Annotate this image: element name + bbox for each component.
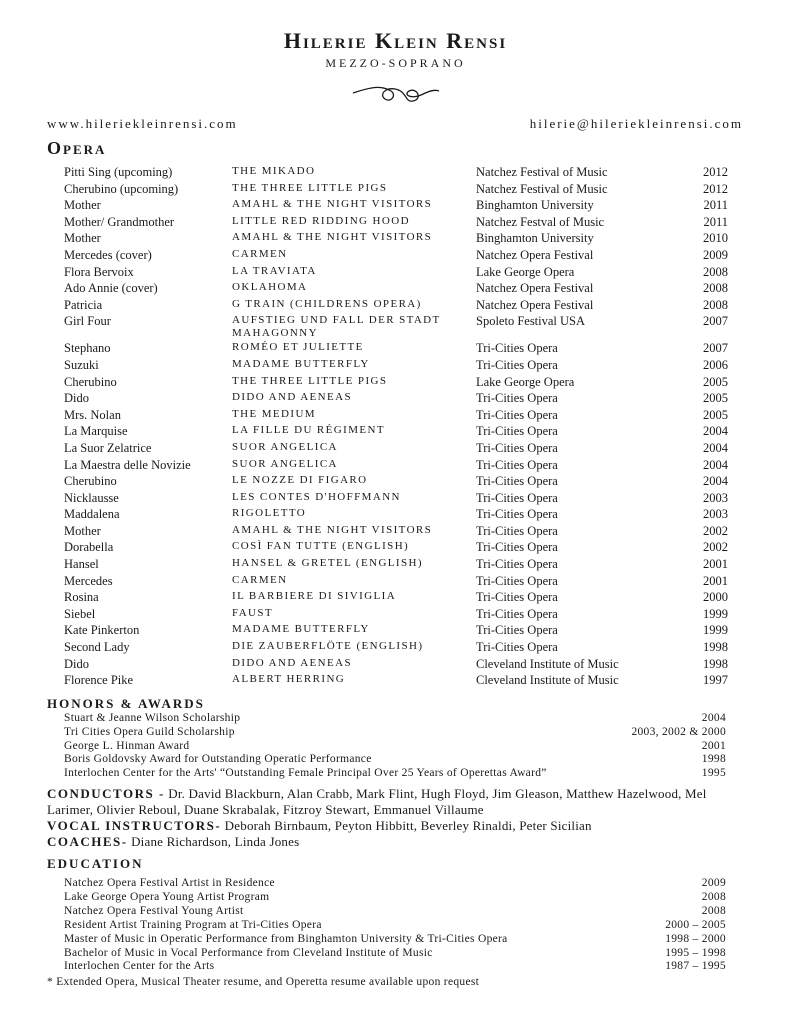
role-cell: Maddalena [64, 507, 120, 522]
company-cell: Tri-Cities Opera [476, 357, 558, 372]
company-cell: Tri-Cities Opera [476, 474, 558, 489]
opera-row [64, 247, 728, 264]
conductors-label: CONDUCTORS - [47, 786, 165, 801]
role-cell: Dido [64, 391, 89, 406]
year-cell: 2000 [703, 590, 728, 605]
education-text: Master of Music in Operatic Performance from Binghamton University & Tri-Cities Opera [64, 932, 508, 945]
opera-list [64, 164, 728, 689]
company-cell: Natchez Festival of Music [476, 165, 608, 179]
company-cell: Spoleto Festival USA [476, 314, 586, 329]
role-cell: Florence Pike [64, 673, 134, 688]
opera-title-cell: LE NOZZE DI FIGARO [232, 474, 368, 487]
company-cell: Tri-Cities Opera [476, 523, 558, 538]
opera-row [64, 230, 728, 247]
company-cell: Natchez Opera Festival [476, 281, 594, 296]
education-years: 2008 [701, 904, 726, 917]
website-link[interactable]: www.hileriekleinrensi.com [47, 116, 238, 131]
opera-title-cell: THE THREE LITTLE PIGS [232, 374, 388, 387]
coaches-label: COACHES- [47, 834, 128, 849]
opera-title-cell: ALBERT HERRING [232, 673, 346, 686]
role-cell: Mercedes (cover) [64, 247, 152, 262]
opera-title-cell: THE THREE LITTLE PIGS [232, 181, 388, 194]
year-cell: 2005 [703, 374, 728, 389]
opera-row [64, 374, 728, 391]
education-row [64, 960, 726, 974]
role-cell: Kate Pinkerton [64, 623, 140, 638]
year-cell: 2008 [703, 281, 728, 296]
opera-title-cell: FAUST [232, 606, 274, 619]
opera-row [64, 214, 728, 231]
opera-heading: Opera [47, 138, 107, 158]
company-cell: Tri-Cities Opera [476, 490, 558, 505]
opera-row [64, 197, 728, 214]
year-cell: 2002 [703, 540, 728, 555]
honor-year: 1998 [701, 753, 726, 766]
education-years: 1987 – 1995 [665, 960, 726, 973]
opera-title-cell: MADAME BUTTERFLY [232, 357, 370, 370]
education-text: Lake George Opera Young Artist Program [64, 890, 270, 903]
opera-row [64, 639, 728, 656]
education-row [64, 891, 726, 905]
opera-row [64, 473, 728, 490]
opera-title-cell: IL BARBIERE DI SIVIGLIA [232, 590, 397, 603]
opera-row [64, 423, 728, 440]
year-cell: 1999 [703, 623, 728, 638]
role-cell: Mrs. Nolan [64, 407, 121, 422]
opera-row [64, 164, 728, 181]
opera-title-cell: SUOR ANGELICA [232, 457, 338, 470]
company-cell: Lake George Opera [476, 374, 575, 389]
honor-year: 2001 [701, 739, 726, 752]
role-cell: Nicklausse [64, 490, 119, 505]
conductors-line [47, 786, 747, 818]
honor-year: 1995 [701, 767, 726, 780]
instructors-list: Deborah Birnbaum, Peyton Hibbitt, Beverley Rinaldi, Peter Sicilian [221, 818, 592, 833]
education-row [64, 947, 726, 961]
education-years: 1995 – 1998 [665, 946, 726, 959]
education-row [64, 877, 726, 891]
role-cell: La Marquise [64, 424, 128, 439]
opera-title-cell: LITTLE RED RIDDING HOOD [232, 214, 410, 227]
opera-title-cell: RIGOLETTO [232, 507, 307, 520]
education-years: 2008 [701, 890, 726, 903]
company-cell: Tri-Cities Opera [476, 341, 558, 356]
opera-title-cell: HANSEL & GRETEL (ENGLISH) [232, 557, 423, 570]
company-cell: Tri-Cities Opera [476, 507, 558, 522]
education-row [64, 933, 726, 947]
opera-row [64, 589, 728, 606]
company-cell: Tri-Cities Opera [476, 573, 558, 588]
year-cell: 2003 [703, 507, 728, 522]
year-cell: 2012 [703, 165, 728, 179]
year-cell: 2010 [703, 231, 728, 246]
company-cell: Tri-Cities Opera [476, 407, 558, 422]
education-years: 1998 – 2000 [665, 932, 726, 945]
role-cell: Second Lady [64, 640, 130, 655]
voice-type: MEZZO-SOPRANO [325, 56, 466, 70]
education-list [64, 877, 726, 974]
role-cell: Mother [64, 523, 101, 538]
opera-title-cell: DIE ZAUBERFLÖTE (ENGLISH) [232, 640, 424, 653]
role-cell: Siebel [64, 606, 96, 621]
education-row [64, 919, 726, 933]
opera-title-cell: OKLAHOMA [232, 281, 308, 294]
role-cell: Cherubino [64, 474, 117, 489]
year-cell: 2004 [703, 457, 728, 472]
opera-row [64, 280, 728, 297]
opera-row [64, 457, 728, 474]
year-cell: 2001 [703, 573, 728, 588]
opera-title-cell: AMAHL & THE NIGHT VISITORS [232, 523, 433, 536]
year-cell: 2001 [703, 557, 728, 572]
honor-text: Interlochen Center for the Arts' “Outstanding Female Principal Over 25 Years of Operettas Award” [64, 767, 547, 780]
company-cell: Tri-Cities Opera [476, 640, 558, 655]
role-cell: Rosina [64, 590, 99, 605]
opera-title-cell: G TRAIN (CHILDRENS OPERA) [232, 297, 422, 310]
opera-row [64, 506, 728, 523]
opera-row [64, 181, 728, 198]
opera-row [64, 340, 728, 357]
opera-title-cell: LA TRAVIATA [232, 264, 317, 277]
honor-text: George L. Hinman Award [64, 739, 190, 752]
education-text: Natchez Opera Festival Artist in Residence [64, 877, 275, 889]
coaches-line [47, 834, 747, 850]
opera-row [64, 523, 728, 540]
role-cell: Ado Annie (cover) [64, 281, 158, 296]
collaborators-section [47, 786, 747, 850]
company-cell: Natchez Festval of Music [476, 214, 605, 229]
role-cell: Cherubino (upcoming) [64, 181, 179, 196]
company-cell: Tri-Cities Opera [476, 606, 558, 621]
opera-title-cell: CARMEN [232, 573, 288, 586]
year-cell: 1998 [703, 656, 728, 671]
education-text: Interlochen Center for the Arts [64, 960, 215, 973]
opera-row [64, 622, 728, 639]
honor-row [64, 712, 726, 726]
role-cell: Suzuki [64, 357, 99, 372]
company-cell: Tri-Cities Opera [476, 590, 558, 605]
opera-row [64, 313, 728, 340]
coaches-list: Diane Richardson, Linda Jones [127, 834, 300, 849]
role-cell: Stephano [64, 341, 111, 356]
opera-row [64, 606, 728, 623]
year-cell: 2007 [703, 314, 728, 329]
role-cell: Mother [64, 198, 101, 213]
year-cell: 2007 [703, 341, 728, 356]
opera-title-cell: AUFSTIEG UND FALL DER STADT MAHAGONNY [232, 314, 441, 340]
instructors-line [47, 818, 747, 834]
year-cell: 2005 [703, 407, 728, 422]
honor-row [64, 726, 726, 740]
company-cell: Natchez Festival of Music [476, 181, 608, 196]
opera-title-cell: CARMEN [232, 247, 288, 260]
honor-year: 2003, 2002 & 2000 [631, 725, 726, 738]
opera-title-cell: AMAHL & THE NIGHT VISITORS [232, 231, 433, 244]
opera-row [64, 407, 728, 424]
role-cell: Dido [64, 656, 89, 671]
role-cell: La Suor Zelatrice [64, 440, 152, 455]
year-cell: 1999 [703, 606, 728, 621]
year-cell: 1998 [703, 640, 728, 655]
role-cell: Pitti Sing (upcoming) [64, 165, 173, 179]
opera-title-cell: DIDO AND AENEAS [232, 391, 352, 404]
honors-list [64, 712, 726, 781]
company-cell: Binghamton University [476, 231, 594, 246]
year-cell: 2004 [703, 474, 728, 489]
company-cell: Tri-Cities Opera [476, 391, 558, 406]
year-cell: 2009 [703, 247, 728, 262]
opera-row [64, 297, 728, 314]
honors-heading: HONORS & AWARDS [47, 696, 205, 711]
opera-row [64, 556, 728, 573]
company-cell: Tri-Cities Opera [476, 623, 558, 638]
company-cell: Natchez Opera Festival [476, 297, 594, 312]
company-cell: Tri-Cities Opera [476, 440, 558, 455]
opera-title-cell: THE MEDIUM [232, 407, 316, 420]
company-cell: Cleveland Institute of Music [476, 656, 619, 671]
company-cell: Tri-Cities Opera [476, 457, 558, 472]
page-title: Hilerie Klein Rensi [283, 28, 508, 53]
year-cell: 2003 [703, 490, 728, 505]
opera-row [64, 490, 728, 507]
year-cell: 2004 [703, 440, 728, 455]
year-cell: 2002 [703, 523, 728, 538]
honor-text: Tri Cities Opera Guild Scholarship [64, 725, 235, 738]
opera-title-cell: THE MIKADO [232, 165, 316, 177]
opera-title-cell: ROMÉO ET JULIETTE [232, 341, 364, 354]
company-cell: Tri-Cities Opera [476, 557, 558, 572]
year-cell: 2011 [703, 198, 728, 213]
flourish-ornament-icon [351, 77, 441, 107]
conductors-list: Dr. David Blackburn, Alan Crabb, Mark Flint, Hugh Floyd, Jim Gleason, Matthew Hazelwood, Mel Larimer, Olivier Reboul, Duane Skrabalak, Fitzroy Stewart, Emmanuel Villaume [47, 786, 707, 817]
opera-row [64, 539, 728, 556]
year-cell: 2008 [703, 297, 728, 312]
opera-row [64, 390, 728, 407]
opera-title-cell: LES CONTES D'HOFFMANN [232, 490, 401, 503]
opera-title-cell: MADAME BUTTERFLY [232, 623, 370, 636]
company-cell: Cleveland Institute of Music [476, 673, 619, 688]
company-cell: Binghamton University [476, 198, 594, 213]
role-cell: Patricia [64, 297, 103, 312]
role-cell: Girl Four [64, 314, 111, 329]
company-cell: Tri-Cities Opera [476, 540, 558, 555]
role-cell: Cherubino [64, 374, 117, 389]
opera-row [64, 656, 728, 673]
role-cell: Mother [64, 231, 101, 246]
honor-row [64, 740, 726, 754]
resume-header [0, 28, 791, 107]
company-cell: Tri-Cities Opera [476, 424, 558, 439]
year-cell: 2004 [703, 424, 728, 439]
opera-row [64, 440, 728, 457]
honor-row [64, 753, 726, 767]
instructors-label: VOCAL INSTRUCTORS- [47, 818, 222, 833]
education-text: Bachelor of Music in Vocal Performance from Cleveland Institute of Music [64, 946, 433, 959]
role-cell: La Maestra delle Novizie [64, 457, 191, 472]
honor-text: Stuart & Jeanne Wilson Scholarship [64, 712, 241, 724]
honor-text: Boris Goldovsky Award for Outstanding Operatic Performance [64, 753, 372, 766]
company-cell: Lake George Opera [476, 264, 575, 279]
company-cell: Natchez Opera Festival [476, 247, 594, 262]
opera-title-cell: COSÌ FAN TUTTE (ENGLISH) [232, 540, 410, 553]
year-cell: 2006 [703, 357, 728, 372]
role-cell: Dorabella [64, 540, 114, 555]
education-heading: EDUCATION [47, 856, 144, 871]
year-cell: 2012 [703, 181, 728, 196]
opera-row [64, 573, 728, 590]
opera-title-cell: LA FILLE DU RÉGIMENT [232, 424, 385, 437]
honor-row [64, 767, 726, 781]
year-cell: 1997 [703, 673, 728, 688]
opera-title-cell: AMAHL & THE NIGHT VISITORS [232, 198, 433, 211]
education-row [64, 905, 726, 919]
contact-bar [47, 116, 743, 132]
honor-year: 2004 [701, 712, 726, 724]
year-cell: 2005 [703, 391, 728, 406]
opera-row [64, 264, 728, 281]
opera-title-cell: SUOR ANGELICA [232, 440, 338, 453]
role-cell: Flora Bervoix [64, 264, 134, 279]
footnote: * Extended Opera, Musical Theater resume, and Operetta resume available upon request [47, 976, 480, 988]
education-years: 2009 [701, 877, 726, 889]
education-text: Natchez Opera Festival Young Artist [64, 904, 244, 917]
email-link[interactable]: hilerie@hileriekleinrensi.com [529, 116, 743, 131]
year-cell: 2008 [703, 264, 728, 279]
opera-row [64, 672, 728, 689]
role-cell: Hansel [64, 557, 99, 572]
role-cell: Mother/ Grandmother [64, 214, 175, 229]
opera-title-cell: DIDO AND AENEAS [232, 656, 352, 669]
role-cell: Mercedes [64, 573, 113, 588]
education-years: 2000 – 2005 [665, 918, 726, 931]
education-text: Resident Artist Training Program at Tri-Cities Opera [64, 918, 322, 931]
opera-row [64, 357, 728, 374]
year-cell: 2011 [703, 214, 728, 229]
